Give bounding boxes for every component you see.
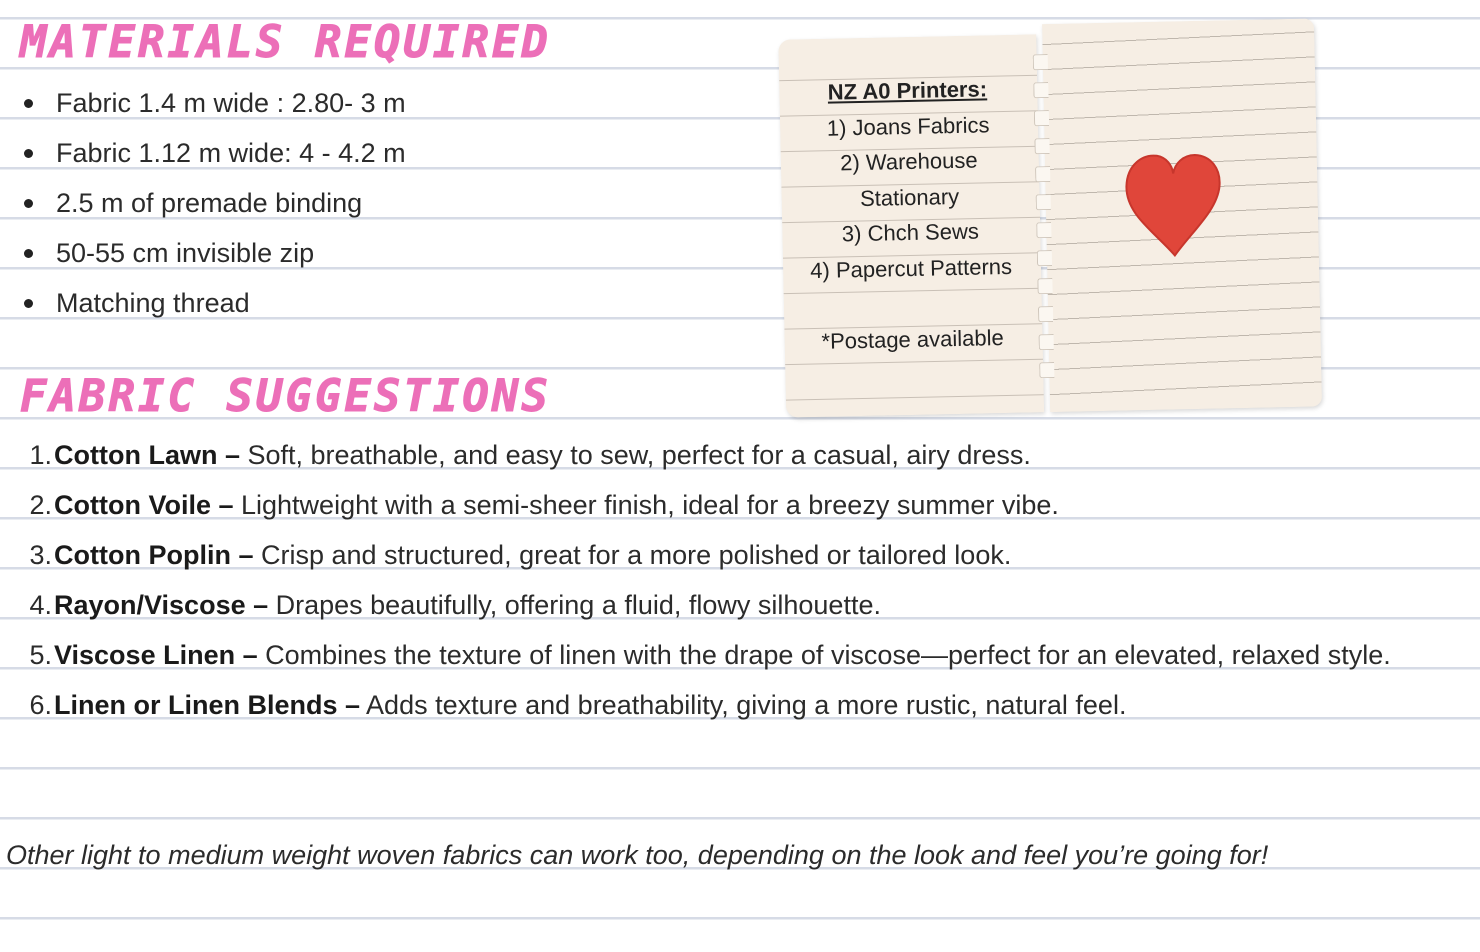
fabric-description: Crisp and structured, great for a more polished or tailored look. [253,540,1012,570]
bullet-icon [24,99,33,108]
list-item [20,630,1460,680]
fabric-heading: FABRIC SUGGESTIONS [20,371,551,422]
binder-hole [1034,138,1049,154]
binder-hole [1039,362,1054,378]
fabric-suggestions-list [20,430,1460,730]
materials-heading: MATERIALS REQUIRED [20,17,551,68]
binder-hole [1033,54,1048,70]
list-item [20,78,406,128]
fabric-name: Cotton Voile – [54,490,234,520]
list-item [20,530,1460,580]
material-text: Fabric 1.4 m wide : 2.80- 3 m [56,88,406,118]
list-item [20,480,1460,530]
item-number: 2. [29,490,52,520]
binder-hole [1039,334,1054,350]
printer-line: Stationary [859,183,960,211]
list-item [20,278,406,328]
item-number: 1. [29,440,52,470]
material-text: 2.5 m of premade binding [56,188,363,218]
printer-line: 2) Warehouse [839,147,978,176]
binder-hole [1038,306,1053,322]
item-number: 3. [29,540,52,570]
item-number: 4. [29,590,52,620]
note-title: NZ A0 Printers: [827,76,988,105]
material-text: Fabric 1.12 m wide: 4 - 4.2 m [56,138,406,168]
item-number: 5. [29,640,52,670]
binder-hole [1037,278,1052,294]
closing-note: Other light to medium weight woven fabrics can work too, depending on the look and feel you’re going for! [6,840,1269,870]
fabric-name: Viscose Linen – [54,640,258,670]
printer-line: 3) Chch Sews [841,218,980,247]
binder-hole [1033,82,1048,98]
bullet-icon [24,199,33,208]
list-item [20,580,1460,630]
binder-hole [1035,166,1050,182]
bullet-icon [24,149,33,158]
printer-line: 1) Joans Fabrics [826,111,990,141]
fabric-name: Cotton Poplin – [54,540,254,570]
bullet-icon [24,299,33,308]
binder-hole [1036,222,1051,238]
list-item [20,128,406,178]
list-item [20,178,406,228]
fabric-description: Adds texture and breathability, giving a more rustic, natural feel. [360,690,1127,720]
fabric-name: Cotton Lawn – [54,440,240,470]
materials-list [20,78,406,328]
fabric-description: Soft, breathable, and easy to sew, perfect for a casual, airy dress. [239,440,1031,470]
binder-hole [1034,110,1049,126]
fabric-name: Rayon/Viscose – [54,590,269,620]
heart-icon [1123,150,1225,260]
item-number: 6. [29,690,52,720]
fabric-description: Drapes beautifully, offering a fluid, flowy silhouette. [268,590,881,620]
note-text [785,70,1035,359]
bullet-icon [24,249,33,258]
list-item [20,430,1460,480]
printer-line: 4) Papercut Patterns [809,253,1013,283]
fabric-description: Combines the texture of linen with the drape of viscose—perfect for an elevated, relaxed style. [257,640,1391,670]
printers-note [778,8,1326,419]
fabric-description: Lightweight with a semi-sheer finish, ideal for a breezy summer vibe. [233,490,1059,520]
binder-hole [1036,194,1051,210]
material-text: 50-55 cm invisible zip [56,238,315,268]
list-item [20,680,1460,730]
list-item [20,228,406,278]
material-text: Matching thread [56,288,250,318]
fabric-name: Linen or Linen Blends – [54,690,361,720]
note-blank-line [790,283,1035,324]
postage-note: *Postage available [821,324,1004,354]
binder-hole [1037,250,1052,266]
